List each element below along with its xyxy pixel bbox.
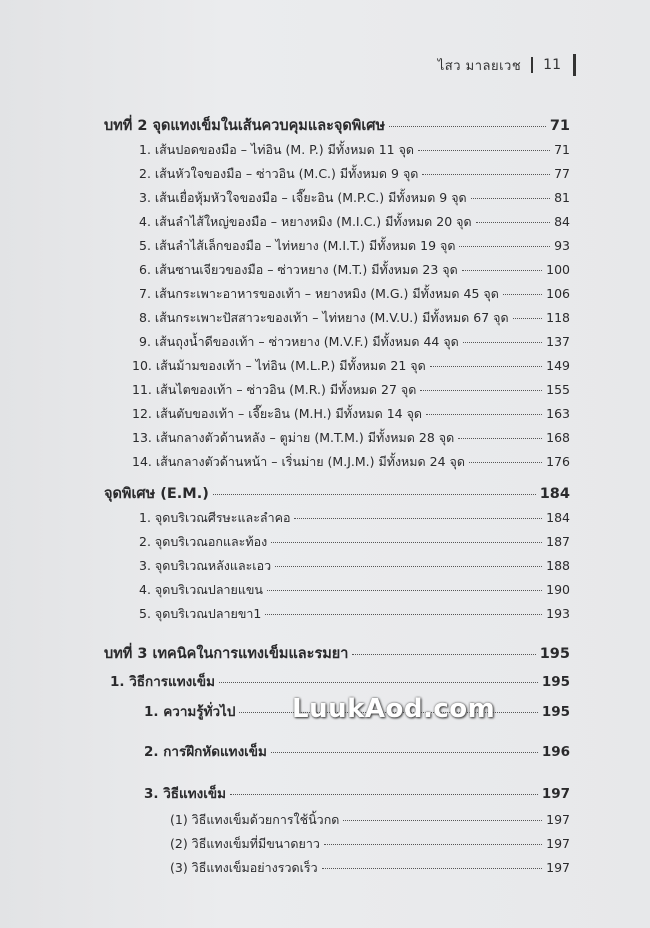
toc-subitem: (1) วิธีแทงเข็มด้วยการใช้นิ้วกด 197 bbox=[170, 812, 570, 827]
toc-chapter-2: บทที่ 2 จุดแทงเข็มในเส้นควบคุมและจุดพิเศษ 71 bbox=[104, 118, 570, 134]
toc-section: 1. วิธีการแทงเข็ม 195 bbox=[110, 674, 570, 690]
header-page-number: 11 bbox=[543, 57, 561, 73]
toc-entry: 14. เส้นกลางตัวด้านหน้า – เริ่นม่าย (M.J.M.) มีทั้งหมด 24 จุด 176 bbox=[132, 454, 570, 469]
toc-chapter-3: บทที่ 3 เทคนิคในการแทงเข็มและรมยา 195 bbox=[104, 646, 570, 662]
toc-entry: 4. จุดบริเวณปลายแขน 190 bbox=[139, 582, 570, 597]
toc-entry: 13. เส้นกลางตัวด้านหลัง – ตูม่าย (M.T.M.) มีทั้งหมด 28 จุด 168 bbox=[132, 430, 570, 445]
toc-entry: 3. เส้นเยื่อหุ้มหัวใจของมือ – เจี๊ยะอิน (M.P.C.) มีทั้งหมด 9 จุด 81 bbox=[139, 190, 570, 205]
toc-entry: 8. เส้นกระเพาะปัสสาวะของเท้า – ไท่หยาง (M.V.U.) มีทั้งหมด 67 จุด 118 bbox=[139, 310, 570, 325]
header-author: ไสว มาลยเวช bbox=[437, 58, 522, 74]
toc-subitem: (3) วิธีแทงเข็มอย่างรวดเร็ว 197 bbox=[170, 860, 570, 875]
toc-entry: 5. เส้นลำไส้เล็กของมือ – ไท่หยาง (M.I.T.) มีทั้งหมด 19 จุด 93 bbox=[139, 238, 570, 253]
toc-entry: 10. เส้นม้ามของเท้า – ไท่อิน (M.L.P.) มีทั้งหมด 21 จุด 149 bbox=[132, 358, 570, 373]
header-edge-bar bbox=[573, 54, 576, 76]
toc-item: 2. การฝึกหัดแทงเข็ม 196 bbox=[144, 744, 570, 760]
toc-entry: 7. เส้นกระเพาะอาหารของเท้า – หยางหมิง (M.G.) มีทั้งหมด 45 จุด 106 bbox=[139, 286, 570, 301]
page-header bbox=[438, 54, 576, 76]
toc-entry: 3. จุดบริเวณหลังและเอว 188 bbox=[139, 558, 570, 573]
toc-entry: 4. เส้นลำไส้ใหญ่ของมือ – หยางหมิง (M.I.C.) มีทั้งหมด 20 จุด 84 bbox=[139, 214, 570, 229]
toc-entry: 2. จุดบริเวณอกและท้อง 187 bbox=[139, 534, 570, 549]
toc-entry: 12. เส้นตับของเท้า – เจี๊ยะอิน (M.H.) มีทั้งหมด 14 จุด 163 bbox=[132, 406, 570, 421]
header-divider bbox=[531, 57, 533, 73]
watermark: LuukAod.com bbox=[292, 694, 496, 724]
toc-entry: 1. จุดบริเวณศีรษะและลำคอ 184 bbox=[139, 510, 570, 525]
toc-item: 3. วิธีแทงเข็ม 197 bbox=[144, 786, 570, 802]
toc-special-points: จุดพิเศษ (E.M.) 184 bbox=[104, 486, 570, 502]
toc-entry: 9. เส้นถุงน้ำดีของเท้า – ซ่าวหยาง (M.V.F.) มีทั้งหมด 44 จุด 137 bbox=[139, 334, 570, 349]
toc-entry: 5. จุดบริเวณปลายขา1 193 bbox=[139, 606, 570, 621]
toc-entry: 2. เส้นหัวใจของมือ – ซ่าวอิน (M.C.) มีทั้งหมด 9 จุด 77 bbox=[139, 166, 570, 181]
toc-entry: 11. เส้นไตของเท้า – ซ่าวอิน (M.R.) มีทั้งหมด 27 จุด 155 bbox=[132, 382, 570, 397]
toc-subitem: (2) วิธีแทงเข็มที่มีขนาดยาว 197 bbox=[170, 836, 570, 851]
toc-entry: 6. เส้นซานเจียวของมือ – ซ่าวหยาง (M.T.) มีทั้งหมด 23 จุด 100 bbox=[139, 262, 570, 277]
toc-item: 1. ความรู้ทั่วไป 195 bbox=[144, 704, 570, 720]
toc-entry: 1. เส้นปอดของมือ – ไท่อิน (M. P.) มีทั้งหมด 11 จุด 71 bbox=[139, 142, 570, 157]
